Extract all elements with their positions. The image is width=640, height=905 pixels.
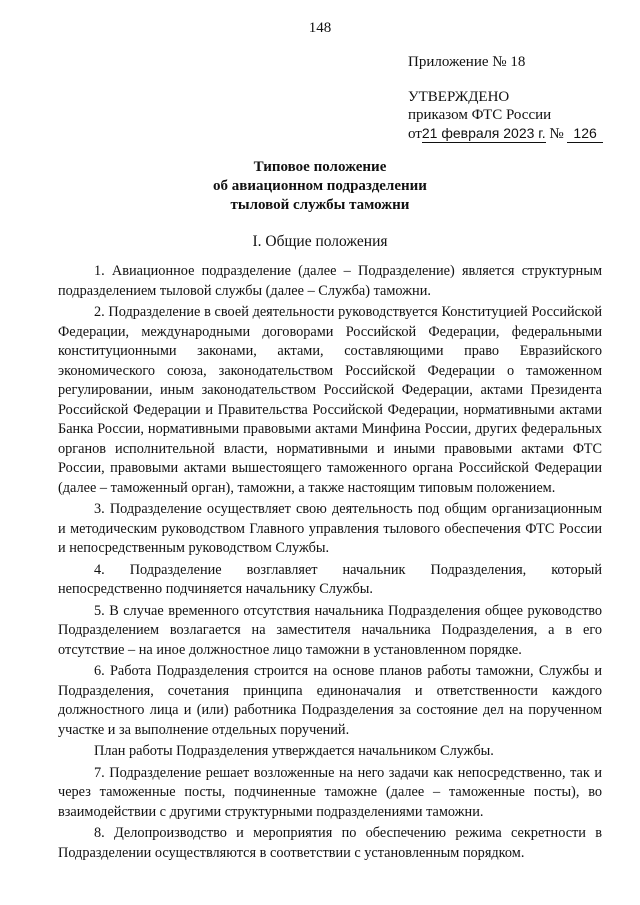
paragraph-6-plan: План работы Подразделения утверждается начальником Службы. [94, 743, 494, 759]
approval-block [408, 88, 603, 143]
approval-number: 126 [567, 124, 602, 143]
paragraph-8: 8. Делопроизводство и мероприятия по обеспечению режима секретности в Подразделении осуществляются в соответствии с установленным порядком. [58, 825, 602, 861]
paragraph-7: 7. Подразделение решает возложенные на него задачи как непосредственно, так и через таможенные посты, подчиненные таможне (далее – таможенные посты), во взаимодействии с другими структурными подразделениями таможни. [58, 764, 602, 820]
paragraph-1: 1. Авиационное подразделение (далее – Подразделение) является структурным подразделением тыловой службы (далее – Служба) таможни. [58, 263, 602, 299]
paragraph-4: 4. Подразделение возглавляет начальник Подразделения, который непосредственно подчиняется начальнику Службы. [58, 561, 602, 597]
document-title [0, 158, 640, 215]
paragraph-3: 3. Подразделение осуществляет свою деятельность под общим организационным и методическим руководством Главного управления тылового обеспечения ФТС России и непосредственным руководством Службы. [58, 501, 602, 556]
approved-label: УТВЕРЖДЕНО [408, 89, 510, 105]
paragraph-2: 2. Подразделение в своей деятельности руководствуется Конституцией Российской Федерации, международными договорами Российской Федерации, федеральными конституционными законами, актами, составляющими право Евразийского экономического союза, законодательством Российской Федерации о таможенном регулировании, иным законодательством Российской Федерации, актами Президента Российской Федерации и Правительства Российской Федерации, нормативными актами Банка России, нормативными правовыми актами Минфина России, других федеральных органов исполнительной власти, нормативными и иными правовыми актами ФТС России, правовыми актами вышестоящего таможенного органа Российской Федерации (далее – таможенный орган), таможни, а также настоящим типовым положением. [58, 304, 602, 496]
appendix-label: Приложение № 18 [408, 54, 526, 70]
date-prefix: от [408, 126, 422, 142]
approved-by-order: приказом ФТС России [408, 107, 552, 123]
paragraph-5: 5. В случае временного отсутствия начальника Подразделения общее руководство Подразделением возлагается на заместителя начальника Подразделения, а в его отсутствие – на иное должностное лицо таможни в установленном порядке. [58, 602, 602, 658]
approval-date-line [408, 124, 603, 143]
approval-date: 21 февраля 2023 г. [421, 125, 546, 141]
title-line-3: тыловой службы таможни [230, 197, 410, 213]
title-line-1: Типовое положение [253, 159, 387, 175]
paragraph-6: 6. Работа Подразделения строится на основе планов работы таможни, Службы и Подразделения, сочетания принципа единоначалия и ответственности каждого должностного лица и (или) работника Подразделения за состояние дел на порученном участке и за выполнение отдельных поручений. [58, 663, 602, 738]
document-body [58, 262, 602, 865]
title-line-2: об авиационном подразделении [213, 178, 427, 194]
section-heading: I. Общие положения [252, 233, 388, 250]
page-number: 148 [308, 20, 332, 36]
number-label: № [549, 126, 564, 142]
